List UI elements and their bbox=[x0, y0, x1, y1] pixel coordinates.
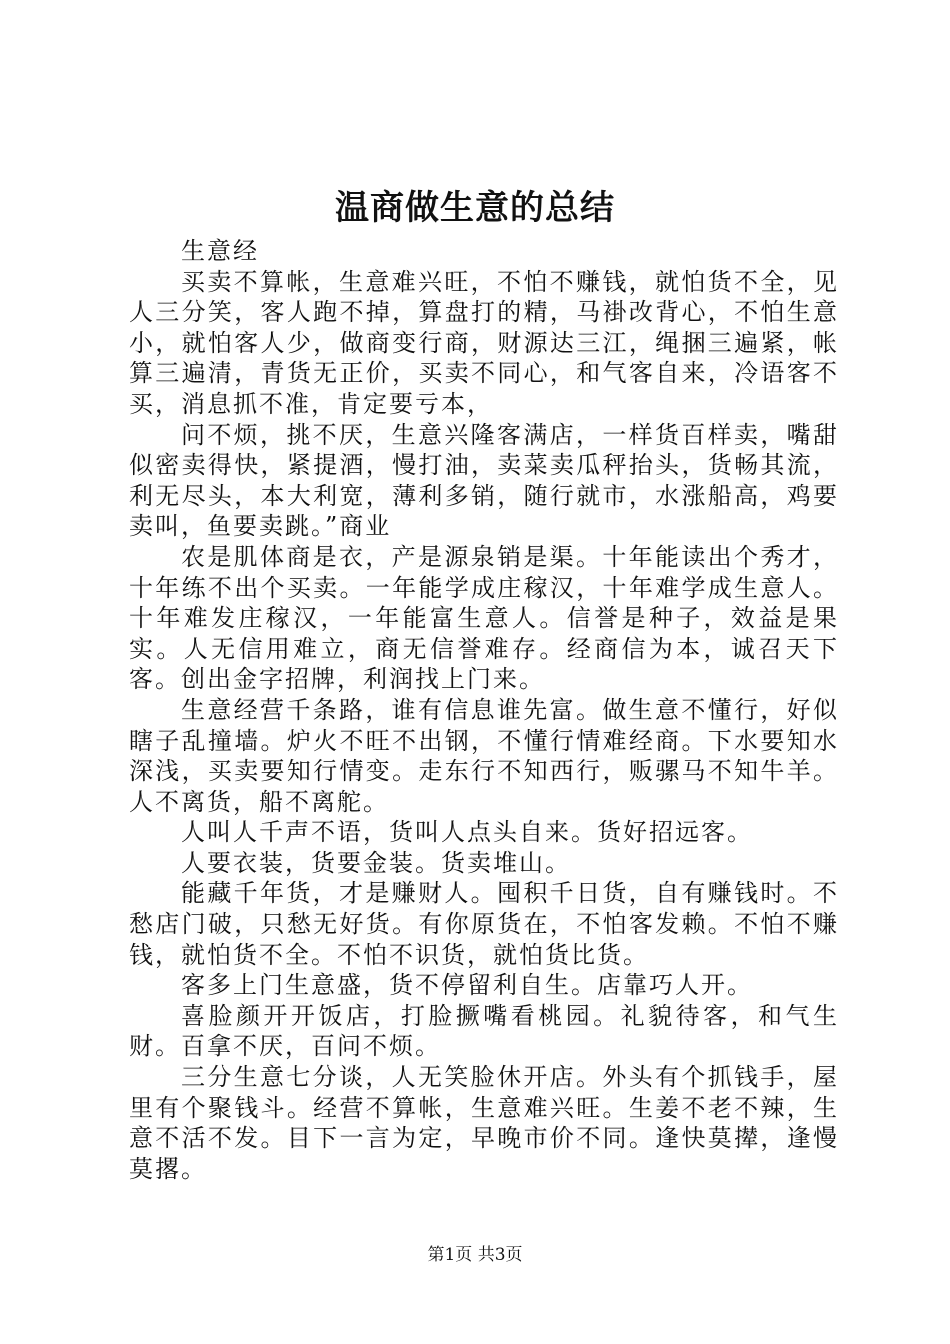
paragraph: 能藏千年货，才是赚财人。囤积千日货，自有赚钱时。不愁店门破，只愁无好货。有你原货在，不怕客发赖。不怕不赚钱，就怕货不全。不怕不识货，就怕货比货。 bbox=[129, 879, 839, 969]
document-title: 温商做生意的总结 bbox=[335, 188, 615, 228]
page-footer: 第1页 共3页 bbox=[427, 1245, 523, 1265]
paragraph: 生意经营千条路，谁有信息谁先富。做生意不懂行，好似瞎子乱撞墙。炉火不旺不出钢，不懂行情难经商。下水要知水深浅，买卖要知行情变。走东行不知西行，贩骡马不知牛羊。人不离货，船不离舵。 bbox=[129, 695, 839, 816]
paragraph: 人要衣装，货要金装。货卖堆山。 bbox=[181, 848, 571, 877]
paragraph-heading: 生意经 bbox=[181, 237, 259, 265]
paragraph: 客多上门生意盛，货不停留利自生。店靠巧人开。 bbox=[181, 971, 753, 1000]
paragraph: 农是肌体商是衣，产是源泉销是渠。十年能读出个秀才，十年练不出个买卖。一年能学成庄稼汉，十年难学成生意人。十年难发庄稼汉，一年能富生意人。信誉是种子，效益是果实。人无信用难立，商无信誉难存。经商信为本，诚召天下客。创出金字招牌，利润找上门来。 bbox=[129, 542, 839, 694]
paragraph: 三分生意七分谈，人无笑脸休开店。外头有个抓钱手，屋里有个聚钱斗。经营不算帐，生意难兴旺。生姜不老不辣，生意不活不发。目下一言为定，早晚市价不同。逢快莫撵，逢慢莫撂。 bbox=[129, 1063, 839, 1183]
document-body bbox=[129, 236, 839, 1184]
paragraph: 喜脸颜开开饭店，打脸撅嘴看桃园。礼貌待客，和气生财。百拿不厌，百问不烦。 bbox=[129, 1001, 839, 1061]
paragraph: 人叫人千声不语，货叫人点头自来。货好招远客。 bbox=[181, 818, 753, 847]
paragraph: 买卖不算帐，生意难兴旺，不怕不赚钱，就怕货不全，见人三分笑，客人跑不掉，算盘打的精，马褂改背心，不怕生意小，就怕客人少，做商变行商，财源达三江，绳捆三遍紧，帐算三遍清，青货无正价，买卖不同心，和气客自来，冷语客不买，消息抓不准，肯定要亏本， bbox=[129, 267, 839, 418]
paragraph: 问不烦，挑不厌，生意兴隆客满店，一样货百样卖，嘴甜似密卖得快，紧提酒，慢打油，卖菜卖瓜秤抬头，货畅其流，利无尽头，本大利宽，薄利多销，随行就市，水涨船高，鸡要卖叫，鱼要卖跳。”商业 bbox=[129, 420, 839, 541]
